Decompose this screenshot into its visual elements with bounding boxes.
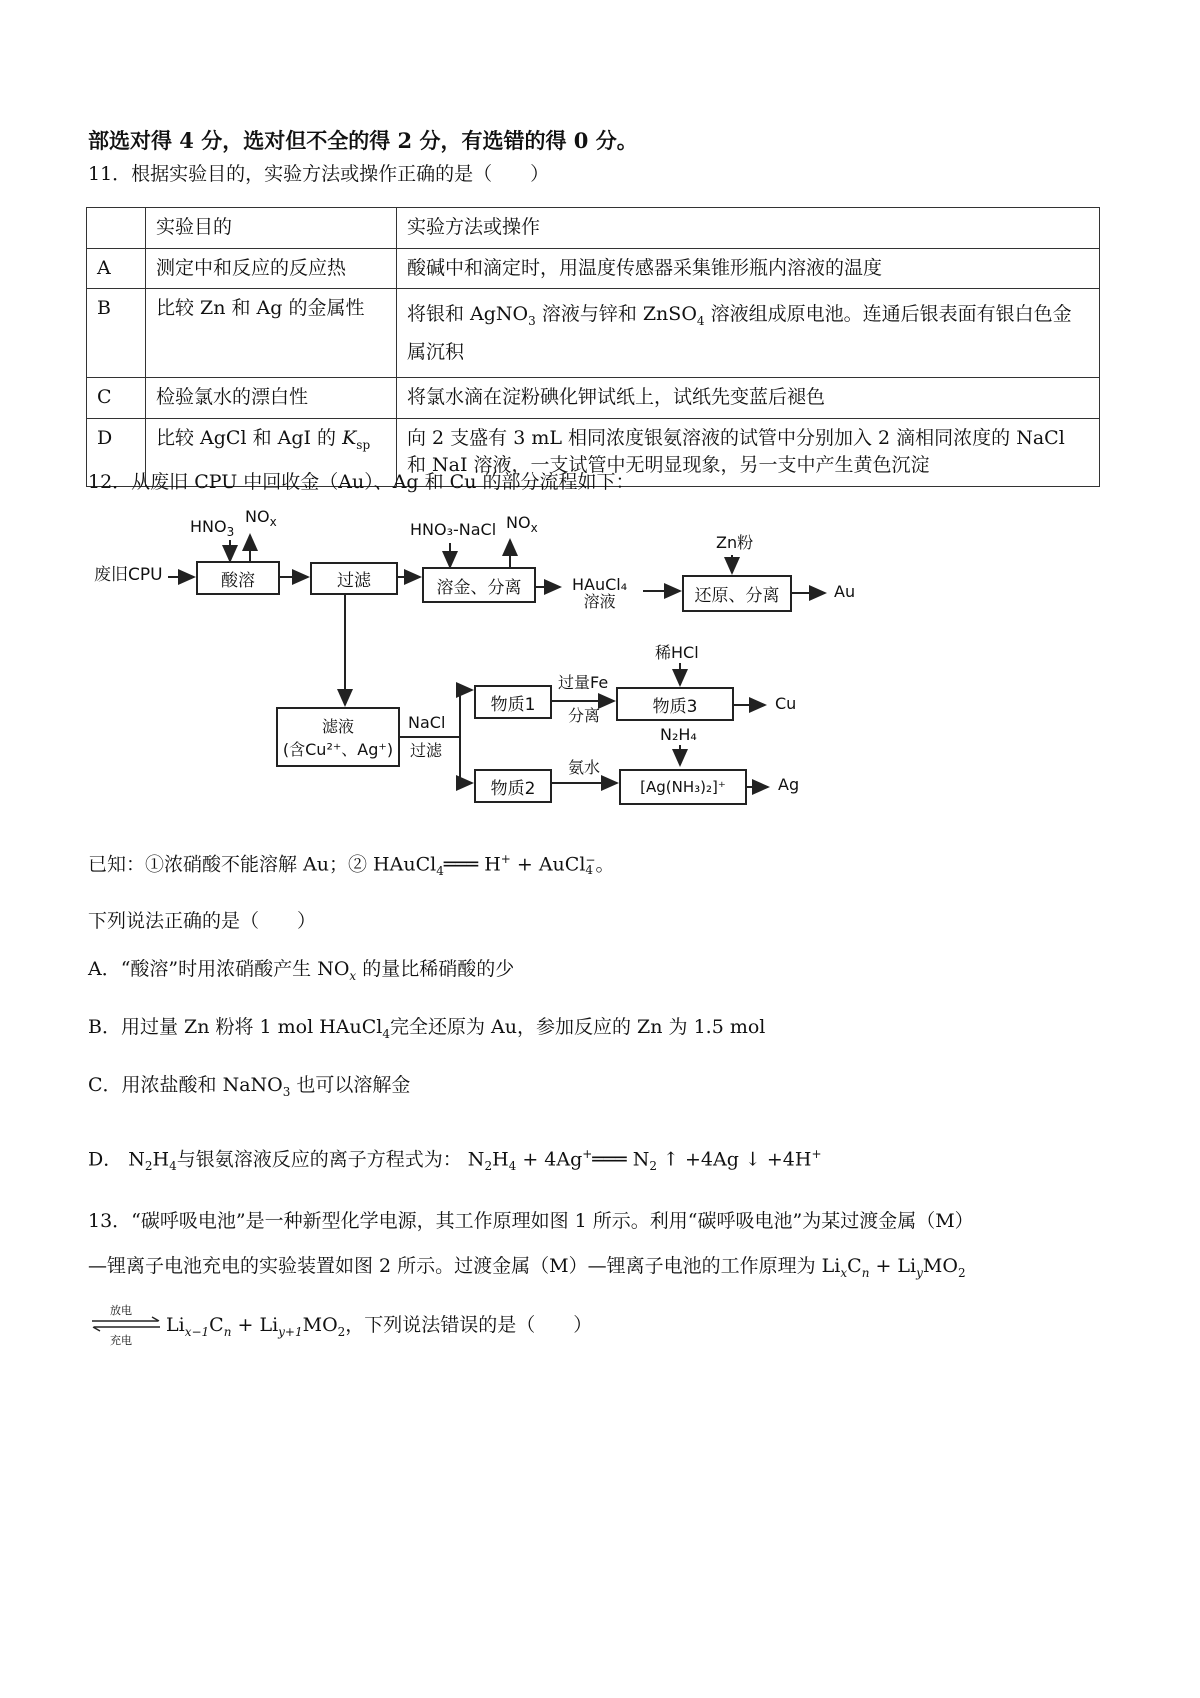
table-header (87, 208, 146, 249)
text: 与银氨溶液反应的离子方程式为： N (176, 1148, 485, 1171)
label-hno3 (190, 519, 234, 539)
subscript: sp (356, 437, 371, 452)
text: + Li (231, 1314, 279, 1336)
box-reduce-separate: 还原、分离 (682, 575, 792, 612)
text: C．用浓盐酸和 NaNO (88, 1074, 283, 1096)
formula-text: NO (245, 507, 270, 526)
equals-sign: ═══ (592, 1148, 627, 1171)
subscript: 2 (957, 1265, 966, 1280)
experiment-purpose: 检验氯水的漂白性 (146, 378, 397, 419)
experiment-method: 向 2 支盛有 3 mL 相同浓度银氨溶液的试管中分别加入 2 滴相同浓度的 NaCl 和 NaI 溶液，一支试管中无明显现象，另一支中产生黄色沉淀 (397, 418, 1100, 486)
label-discharge: 放电 (110, 1304, 132, 1317)
table-row (87, 248, 1100, 289)
subscript: 3 (528, 313, 536, 328)
q11-table (86, 207, 1100, 487)
section-header: 部选对得 4 分，选对但不全的得 2 分，有选错的得 0 分。 (88, 128, 638, 153)
subscript: x (530, 521, 538, 536)
text: ↑ +4Ag ↓ +4H (656, 1148, 812, 1171)
option-key: A (87, 248, 146, 289)
subscript: y+1 (278, 1324, 303, 1339)
label-zn-powder: Zn粉 (716, 533, 754, 552)
q12-known (88, 853, 614, 877)
subscript: 2 (649, 1159, 657, 1174)
table-row (87, 289, 1100, 378)
experiment-purpose: 测定中和反应的反应热 (146, 248, 397, 289)
table-header: 实验方法或操作 (397, 208, 1100, 249)
subscript: 2 (484, 1159, 493, 1174)
q13-line1: 13．“碳呼吸电池”是一种新型化学电源，其工作原理如图 1 所示。利用“碳呼吸电池”为某过渡金属（M） (88, 1210, 974, 1232)
method-text: 溶液组成原电池。连通后银表面有银白色金属沉积 (407, 303, 1072, 364)
label-dilute-hcl: 稀HCl (655, 643, 699, 662)
box-filtrate (276, 707, 400, 767)
superscript: + (811, 1147, 822, 1161)
filtrate-line2: (含Cu²⁺、Ag⁺) (282, 740, 394, 759)
reversible-arrow (90, 1302, 162, 1347)
label-waste-cpu: 废旧CPU (94, 565, 163, 585)
text: B．用过量 Zn 粉将 1 mol HAuCl (88, 1016, 383, 1038)
text: H (478, 853, 501, 876)
q12-stem: 12．从废旧 CPU 中回收金（Au）、Ag 和 Cu 的部分流程如下： (88, 471, 635, 493)
experiment-method: 酸碱中和滴定时，用温度传感器采集锥形瓶内溶液的温度 (397, 248, 1100, 289)
text: + AuCl (510, 853, 586, 876)
subscript: 2 (144, 1159, 153, 1174)
subscript: 4 (585, 863, 594, 878)
text: H (152, 1148, 170, 1171)
label-product-au: Au (834, 582, 856, 601)
subscript: x (349, 968, 357, 983)
text: N (626, 1148, 650, 1171)
q13-line2 (88, 1257, 966, 1279)
text: C (209, 1314, 224, 1336)
label-separate: 分离 (568, 706, 601, 725)
q12-option-d (88, 1148, 822, 1172)
subscript: 3 (282, 1084, 291, 1099)
flow-diagram (90, 505, 910, 815)
text: 的量比稀硝酸的少 (356, 958, 515, 980)
subscript: 4 (696, 313, 705, 328)
formula-text: NO (506, 513, 531, 532)
superscript: + (500, 852, 511, 866)
haucl4-line1: HAuCl₄ (572, 575, 628, 594)
subscript: y (916, 1265, 923, 1280)
table-header-row (87, 208, 1100, 249)
subscript: 4 (169, 1159, 177, 1174)
box-substance-2: 物质2 (474, 769, 552, 803)
q13-line3 (166, 1316, 592, 1338)
label-haucl4 (572, 577, 627, 611)
method-text: 溶液与锌和 ZnSO (535, 303, 697, 326)
q11-stem: 11．根据实验目的，实验方法或操作正确的是（ ） (88, 163, 550, 185)
label-nacl: NaCl (408, 713, 446, 732)
label-filter-2: 过滤 (410, 741, 443, 760)
text: Li (166, 1314, 185, 1336)
q12-option-a (88, 960, 514, 982)
label-excess-fe: 过量Fe (558, 673, 609, 692)
ksp-symbol: K (342, 426, 357, 449)
text: + 4Ag (516, 1148, 583, 1171)
box-substance-1: 物质1 (474, 685, 552, 719)
q12-option-b (88, 1018, 765, 1040)
text: 完全还原为 Au，参加反应的 Zn 为 1.5 mol (390, 1016, 766, 1038)
box-dissolve-gold: 溶金、分离 (422, 567, 536, 603)
box-filter: 过滤 (310, 562, 398, 595)
text: ，下列说法错误的是（ ） (345, 1314, 593, 1336)
text: 。 (595, 853, 615, 876)
formula-text: HNO (190, 517, 227, 536)
label-product-cu: Cu (775, 694, 797, 713)
subscript: 4 (508, 1159, 517, 1174)
text: MO (922, 1255, 958, 1277)
text: 已知：①浓硝酸不能溶解 Au；② HAuCl (88, 853, 437, 876)
option-key: C (87, 378, 146, 419)
subscript: n (861, 1265, 870, 1280)
text: + Li (869, 1255, 917, 1277)
label-hno3-nacl: HNO₃-NaCl (410, 520, 497, 539)
subscript: 2 (337, 1324, 346, 1339)
text: —锂离子电池充电的实验装置如图 2 所示。过渡金属（M）—锂离子电池的工作原理为 Li (88, 1255, 841, 1277)
label-product-ag: Ag (778, 775, 800, 794)
label-charge: 充电 (110, 1334, 132, 1347)
option-key: B (87, 289, 146, 378)
superscript: − (585, 852, 596, 867)
experiment-purpose: 比较 Zn 和 Ag 的金属性 (146, 289, 397, 378)
subscript: x (840, 1265, 848, 1280)
text: A．“酸溶”时用浓硝酸产生 NO (88, 958, 350, 980)
subscript: n (223, 1324, 232, 1339)
equals-sign: ═══ (443, 853, 479, 876)
purpose-text: 比较 AgCl 和 AgI 的 (156, 426, 343, 449)
label-ammonia: 氨水 (568, 758, 601, 777)
subscript: x−1 (184, 1324, 210, 1339)
box-acid-dissolve: 酸溶 (196, 561, 280, 595)
label-nox-2 (506, 515, 538, 535)
subscript: 4 (382, 1026, 391, 1041)
method-text: 将银和 AgNO (407, 303, 529, 326)
filtrate-line1: 滤液 (321, 717, 354, 736)
haucl4-line2: 溶液 (583, 591, 616, 611)
sub-sup-stack (585, 852, 596, 878)
subscript: x (269, 515, 277, 530)
text: MO (302, 1314, 338, 1336)
box-silver-ammonia-complex: [Ag(NH₃)₂]⁺ (619, 769, 747, 805)
box-substance-3: 物质3 (616, 687, 734, 721)
experiment-method: 将氯水滴在淀粉碘化钾试纸上，试纸先变蓝后褪色 (397, 378, 1100, 419)
text: H (492, 1148, 509, 1171)
experiment-method (397, 289, 1100, 378)
superscript: + (582, 1147, 593, 1161)
table-header: 实验目的 (146, 208, 397, 249)
label-nox (245, 509, 277, 529)
option-key: D (87, 418, 146, 486)
subscript: 3 (226, 525, 235, 540)
table-row (87, 378, 1100, 419)
text: C (847, 1255, 862, 1277)
text: 也可以溶解金 (290, 1074, 411, 1096)
label-n2h4: N₂H₄ (660, 725, 697, 744)
q12-ask: 下列说法正确的是（ ） (88, 910, 317, 932)
q12-option-c (88, 1076, 410, 1098)
text: D． N (88, 1148, 145, 1171)
subscript: 4 (436, 864, 444, 879)
